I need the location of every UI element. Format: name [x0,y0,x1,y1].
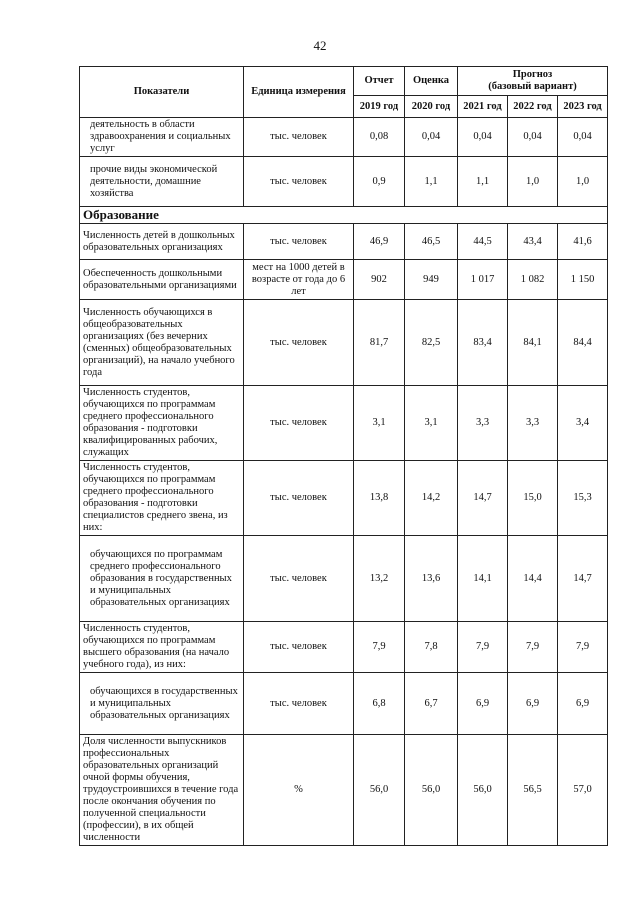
indicator-cell: Численность обучающихся в общеобразовательных организациях (без вечерних (сменных) общеобразовательных организаций), на начало учебного года [80,300,244,386]
unit-cell: тыс. человек [244,461,354,536]
value-2023: 15,3 [558,461,608,536]
indicator-cell: Доля численности выпускников профессиональных образовательных организаций очной формы обучения, трудоустроившихся в течение года после окончания обучения по полученной специальности (профессии), в их общей численности [80,735,244,846]
value-2022: 1 082 [508,260,558,300]
value-2023: 1,0 [558,157,608,207]
indicator-cell: Численность студентов, обучающихся по программам высшего образования (на начало учебного года), из них: [80,622,244,673]
header-report: Отчет [354,67,405,96]
value-2022: 14,4 [508,536,558,622]
value-2019: 0,9 [354,157,405,207]
unit-cell: тыс. человек [244,157,354,207]
value-2022: 3,3 [508,386,558,461]
value-2021: 0,04 [458,118,508,157]
value-2023: 57,0 [558,735,608,846]
section-education-title: Образование [80,207,608,224]
value-2020: 13,6 [405,536,458,622]
value-2020: 56,0 [405,735,458,846]
value-2020: 949 [405,260,458,300]
header-forecast-label: Прогноз [512,69,553,80]
value-2020: 1,1 [405,157,458,207]
table-row [80,622,608,673]
indicator-cell: Численность студентов, обучающихся по программам среднего профессионального образования - подготовки квалифицированных рабочих, служащих [80,386,244,461]
indicator-cell: обучающихся в государственных и муниципальных образовательных организациях [80,673,244,735]
value-2019: 46,9 [354,224,405,260]
value-2023: 3,4 [558,386,608,461]
page-number: 42 [313,38,327,53]
table-row [80,461,608,536]
value-2022: 43,4 [508,224,558,260]
header-unit: Единица измерения [244,67,354,118]
value-2022: 1,0 [508,157,558,207]
unit-cell: тыс. человек [244,386,354,461]
value-2022: 15,0 [508,461,558,536]
value-2023: 7,9 [558,622,608,673]
indicator-cell: Обеспеченность дошкольными образовательными организациями [80,260,244,300]
table-row [80,673,608,735]
header-year-2021: 2021 год [458,96,508,118]
table-row [80,735,608,846]
value-2023: 84,4 [558,300,608,386]
value-2021: 56,0 [458,735,508,846]
unit-cell: тыс. человек [244,673,354,735]
value-2023: 41,6 [558,224,608,260]
table-row [80,536,608,622]
value-2021: 14,7 [458,461,508,536]
value-2023: 6,9 [558,673,608,735]
value-2022: 84,1 [508,300,558,386]
value-2019: 3,1 [354,386,405,461]
table-row [80,386,608,461]
section-row [80,207,608,224]
value-2021: 83,4 [458,300,508,386]
value-2022: 7,9 [508,622,558,673]
header-year-2023: 2023 год [558,96,608,118]
value-2019: 7,9 [354,622,405,673]
value-2021: 44,5 [458,224,508,260]
indicator-cell: Численность детей в дошкольных образовательных организациях [80,224,244,260]
table-row [80,157,608,207]
indicator-cell: обучающихся по программам среднего профессионального образования в государственных и муниципальных образовательных организациях [80,536,244,622]
value-2021: 1 017 [458,260,508,300]
header-year-2019: 2019 год [354,96,405,118]
value-2019: 0,08 [354,118,405,157]
forecast-table [79,66,608,846]
unit-cell: % [244,735,354,846]
value-2022: 0,04 [508,118,558,157]
unit-cell: тыс. человек [244,118,354,157]
indicator-cell: деятельность в области здравоохранения и социальных услуг [80,118,244,157]
header-forecast-sub: (базовый вариант) [488,81,577,92]
value-2020: 0,04 [405,118,458,157]
value-2021: 6,9 [458,673,508,735]
unit-cell: мест на 1000 детей в возрасте от года до 6 лет [244,260,354,300]
value-2019: 56,0 [354,735,405,846]
value-2019: 13,8 [354,461,405,536]
header-indicator: Показатели [80,67,244,118]
value-2020: 6,7 [405,673,458,735]
header-year-2022: 2022 год [508,96,558,118]
value-2020: 7,8 [405,622,458,673]
value-2020: 46,5 [405,224,458,260]
value-2021: 7,9 [458,622,508,673]
value-2020: 82,5 [405,300,458,386]
value-2019: 81,7 [354,300,405,386]
indicator-cell: прочие виды экономической деятельности, домашние хозяйства [80,157,244,207]
value-2019: 13,2 [354,536,405,622]
value-2021: 14,1 [458,536,508,622]
value-2021: 1,1 [458,157,508,207]
value-2020: 3,1 [405,386,458,461]
table-row [80,224,608,260]
value-2022: 56,5 [508,735,558,846]
table-row [80,118,608,157]
value-2019: 6,8 [354,673,405,735]
unit-cell: тыс. человек [244,536,354,622]
value-2020: 14,2 [405,461,458,536]
table-row [80,260,608,300]
table-row [80,300,608,386]
header-estimate: Оценка [405,67,458,96]
value-2022: 6,9 [508,673,558,735]
unit-cell: тыс. человек [244,224,354,260]
indicator-cell: Численность студентов, обучающихся по программам среднего профессионального образования - подготовки специалистов среднего звена, из них: [80,461,244,536]
value-2023: 14,7 [558,536,608,622]
value-2021: 3,3 [458,386,508,461]
unit-cell: тыс. человек [244,622,354,673]
unit-cell: тыс. человек [244,300,354,386]
header-year-2020: 2020 год [405,96,458,118]
value-2023: 1 150 [558,260,608,300]
header-forecast [458,67,608,96]
value-2023: 0,04 [558,118,608,157]
value-2019: 902 [354,260,405,300]
